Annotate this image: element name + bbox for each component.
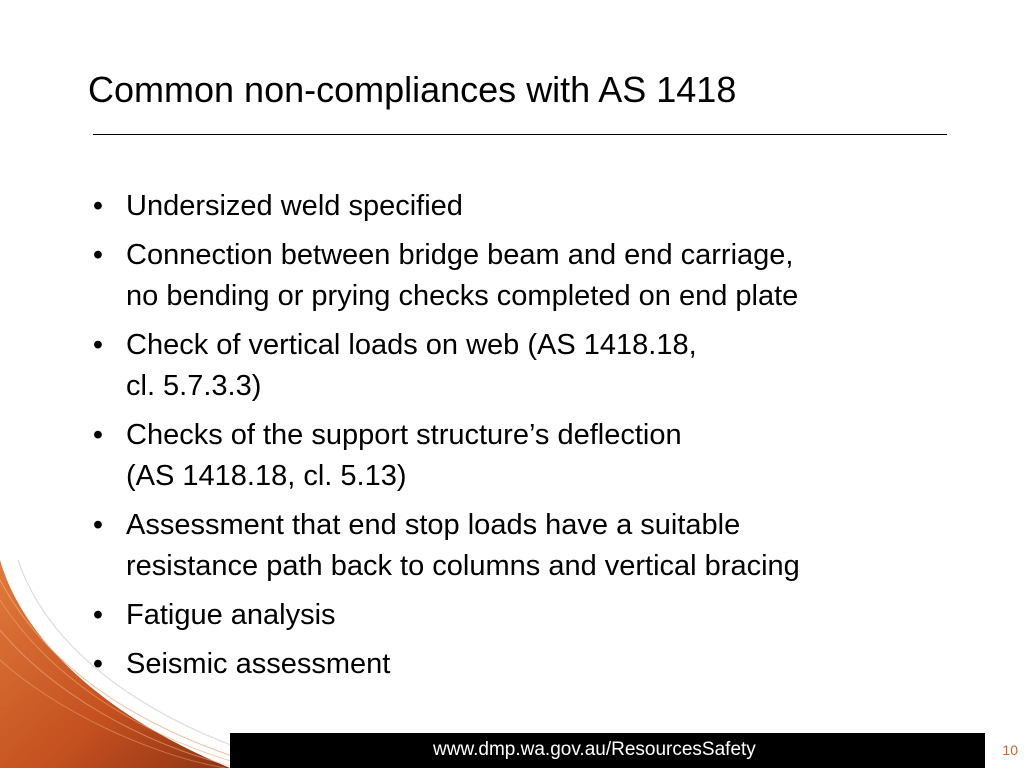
- list-item: [86, 595, 966, 636]
- bullet-text: [126, 644, 966, 685]
- title-divider: [93, 134, 947, 135]
- bullet-icon: •: [92, 419, 104, 451]
- bullet-icon: •: [92, 190, 104, 222]
- bullet-line: cl. 5.7.3.3): [126, 370, 262, 402]
- bullet-icon: •: [92, 599, 104, 631]
- bullet-icon: •: [92, 648, 104, 680]
- bullet-line: Undersized weld specified: [126, 190, 463, 222]
- bullet-line: no bending or prying checks completed on end plate: [126, 280, 799, 312]
- bullet-icon: •: [92, 329, 104, 361]
- bullet-line: (AS 1418.18, cl. 5.13): [126, 460, 407, 492]
- list-item: [86, 235, 966, 317]
- bullet-list: [86, 186, 966, 693]
- bullet-line: Connection between bridge beam and end carriage,: [126, 239, 794, 271]
- bullet-line: Assessment that end stop loads have a suitable: [126, 509, 741, 541]
- list-item: [86, 186, 966, 227]
- bullet-line: Check of vertical loads on web (AS 1418.18,: [126, 329, 697, 361]
- list-item: [86, 505, 966, 587]
- bullet-line: Fatigue analysis: [126, 599, 336, 631]
- bullet-text: [126, 415, 966, 497]
- bullet-line: Seismic assessment: [126, 648, 391, 680]
- bullet-icon: •: [92, 509, 104, 541]
- list-item: [86, 415, 966, 497]
- bullet-text: [126, 325, 966, 407]
- slide-title: Common non-compliances with AS 1418: [88, 69, 737, 110]
- bullet-text: [126, 186, 966, 227]
- bullet-text: [126, 595, 966, 636]
- footer-url-link[interactable]: www.dmp.wa.gov.au/ResourcesSafety: [433, 739, 756, 760]
- bullet-line: resistance path back to columns and vertical bracing: [126, 550, 800, 582]
- bullet-text: [126, 235, 966, 317]
- page-number: 10: [1002, 742, 1018, 758]
- list-item: [86, 325, 966, 407]
- list-item: [86, 644, 966, 685]
- bullet-line: Checks of the support structure’s deflection: [126, 419, 682, 451]
- bullet-text: [126, 505, 966, 587]
- bullet-icon: •: [92, 239, 104, 271]
